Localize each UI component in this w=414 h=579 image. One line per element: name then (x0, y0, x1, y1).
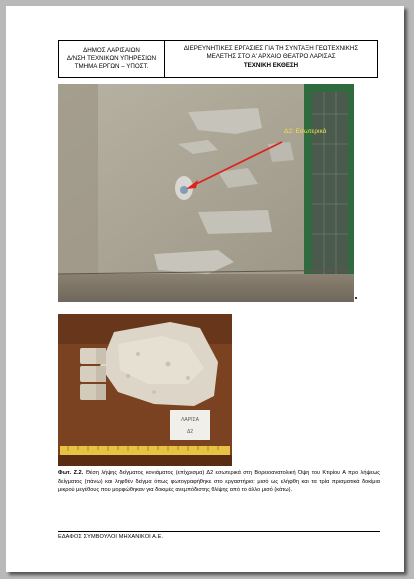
header-right-cell (165, 41, 377, 77)
project-title-line-1: ΔΙΕΡΕΥΝΗΤΙΚΕΣ ΕΡΓΑΣΙΕΣ ΓΙΑ ΤΗ ΣΥΝΤΑΞΗ ΓΕΩΤΕΧΝΙΚΗΣ (183, 45, 359, 52)
document-page (6, 6, 404, 572)
section-name: ΤΜΗΜΑ ΕΡΓΩΝ – ΥΠΟΣΤ. (74, 63, 149, 70)
lab-photo-illustration (58, 314, 232, 466)
stray-mark (355, 297, 357, 299)
wall-sample-location-photo (58, 84, 354, 302)
header-table (58, 40, 378, 78)
footer-divider (58, 531, 380, 532)
sample-annotation-label: Δ2: Εσωτερικά (284, 128, 327, 135)
report-type: ΤΕΧΝΙΚΗ ΕΚΘΕΣΗ (243, 62, 299, 69)
project-title-line-2: ΜΕΛΕΤΗΣ ΣΤΟ Α' ΑΡΧΑΙΟ ΘΕΑΤΡΟ ΛΑΡΙΣΑΣ (206, 53, 336, 60)
mortar-sample-lab-photo (58, 314, 232, 466)
wall-photo-illustration (58, 84, 354, 302)
figure-label: Φωτ. Ζ.2. (58, 470, 84, 476)
sample-tag-id: Δ2 (186, 429, 194, 435)
footer-company: ΕΔΑΦΟΣ ΣΥΜΒΟΥΛΟΙ ΜΗΧΑΝΙΚΟΙ Α.Ε. (58, 534, 164, 540)
figure-caption-text: Θέση λήψης δείγματος κονιάματος (επίχρισμα) Δ2 εσωτερικά στη Βορειοανατολική Όψη του Κτιρίου Α προ λήψεως δείγματος (πάνω) και ληφθέν δείγμα όπως φωτογραφήθηκε στο εργαστήριο: μισό ως ελήφθη και τα τρία πρισματικά δοκίμια μικρού μεγέθους που μορφώθηκαν για δοκιμές ανεμπόδιστης θλίψης από το άλλο μισό (κάτω). (58, 470, 380, 494)
figure-caption (58, 469, 380, 495)
municipality-name: ΔΗΜΟΣ ΛΑΡΙΣΑΙΩΝ (83, 47, 140, 54)
sample-tag-location: ΛΑΡΙΣΑ (181, 417, 199, 423)
header-left-cell (59, 41, 165, 77)
department-name: Δ/ΝΣΗ ΤΕΧΝΙΚΩΝ ΥΠΗΡΕΣΙΩΝ (66, 55, 157, 62)
